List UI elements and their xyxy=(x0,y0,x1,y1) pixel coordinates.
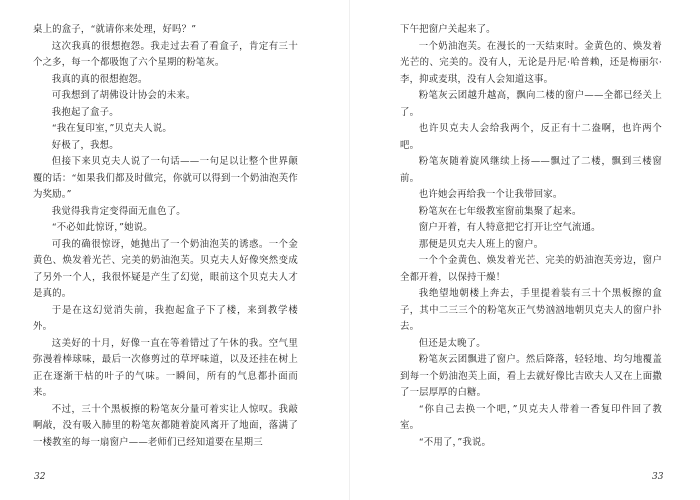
paragraph: 但还是太晚了。 xyxy=(418,337,486,349)
paragraph: “不用了，”我说。 xyxy=(418,436,492,448)
paragraph: 我觉得我肯定变得面无血色了。 xyxy=(51,205,186,217)
paragraph: 也许她会再给我一个让我带回家。 xyxy=(418,189,563,200)
paragraph: 我绝望地朝楼上奔去，手里提着装有三十个黑板擦的盒子，其中二三三个的粉笔灰正气势汹汹地朝贝克夫人的窗户扑去。 xyxy=(400,288,662,332)
paragraph: 我抱起了盒子。 xyxy=(51,106,119,118)
paragraph: 一个奶油泡芙。在漫长的一天结束时。金黄色的、焕发着光芒的、完美的。没有人，无论是丹尼·哈普赖，还是梅丽尔·李，抑或麦琪，没有人会知道这事。 xyxy=(400,40,662,85)
paragraph: 好极了，我想。 xyxy=(51,139,119,151)
paragraph: 粉笔灰云团越升越高，飘向二楼的窗户——全都已经关上了。 xyxy=(400,90,662,118)
page-number-left: 32 xyxy=(34,472,46,482)
paragraph: 桌上的盒子，“就请你来处理，好吗？” xyxy=(33,24,197,35)
paragraph: 粉笔灰随着旋风继续上扬——飘过了二楼，飘到三楼窗前。 xyxy=(400,156,662,184)
paragraph: 不过，三十个黑板擦的粉笔灰分量可着实让人惊叹。我敲啊敲，没有吸入肺里的粉笔灰都随着旋风离开了地面，落满了一楼教室的每一扇窗户——老师们已经知道要在星期三 xyxy=(33,403,298,448)
paragraph: 窗户开着，有人特意把它打开让空气流通。 xyxy=(418,222,601,233)
paragraph: 粉笔灰云团飘进了窗户。然后降落，轻轻地、均匀地覆盖到每一个奶油泡芙上面，看上去就好像比吉欧夫人又在上面撒了一层厚厚的白糖。 xyxy=(400,354,662,398)
paragraph: 这次我真的很想抱怨。我走过去看了看盒子，肯定有三十个之多，每一个都吸饱了六个星期的粉笔灰。 xyxy=(33,40,298,68)
right-page xyxy=(350,0,700,500)
paragraph: 下午把窗户关起来了。 xyxy=(400,24,496,35)
paragraph: 但接下来贝克夫人说了一句话——一句足以让整个世界颠覆的话：“如果我们都及时做完，你就可以得到一个奶油泡芙作为奖励。” xyxy=(33,156,298,200)
paragraph: 这美好的十月，好像一直在等着错过了午休的我。空气里弥漫着棒球味，最后一次修剪过的草坪味道，以及还挂在树上正在逐渐干枯的叶子的气味。一瞬间，所有的气息都扑面而来。 xyxy=(33,337,298,398)
paragraph: 可我想到了胡佛设计协会的未来。 xyxy=(51,90,196,101)
paragraph: 于是在这幻觉消失前，我抱起盒子下了楼，来到教学楼外。 xyxy=(33,304,298,332)
right-page-text xyxy=(400,22,662,451)
paragraph: “你自己去换一个吧，”贝克夫人带着一香复印件回了教室。 xyxy=(400,403,662,431)
paragraph: 粉笔灰在七年级教室窗前集聚了起来。 xyxy=(418,205,582,217)
page-number-right: 33 xyxy=(652,472,664,482)
paragraph: 那便是贝克夫人班上的窗户。 xyxy=(418,238,544,250)
paragraph: 我真的真的很想抱怨。 xyxy=(51,73,148,85)
left-page-text xyxy=(33,22,298,451)
paragraph: 可我的确很惊讶，她抛出了一个奶油泡芙的诱惑。一个金黄色、焕发着光芒、完美的奶油泡芙。贝克夫人好像突然变成了另外一个人，我很怀疑是产生了幻觉，眼前这个贝克夫人才是真的。 xyxy=(33,238,298,299)
paragraph: 也许贝克夫人会给我两个，反正有十二盎啊，也许两个吧。 xyxy=(400,123,662,151)
paragraph: “不必如此惊讶，”她说。 xyxy=(51,222,153,233)
paragraph: 一个个金黄色、焕发着光芒、完美的奶油泡芙旁边，窗户全都开着，以保持干燥！ xyxy=(400,255,662,283)
paragraph: “我在复印室，”贝克夫人说。 xyxy=(51,123,172,134)
